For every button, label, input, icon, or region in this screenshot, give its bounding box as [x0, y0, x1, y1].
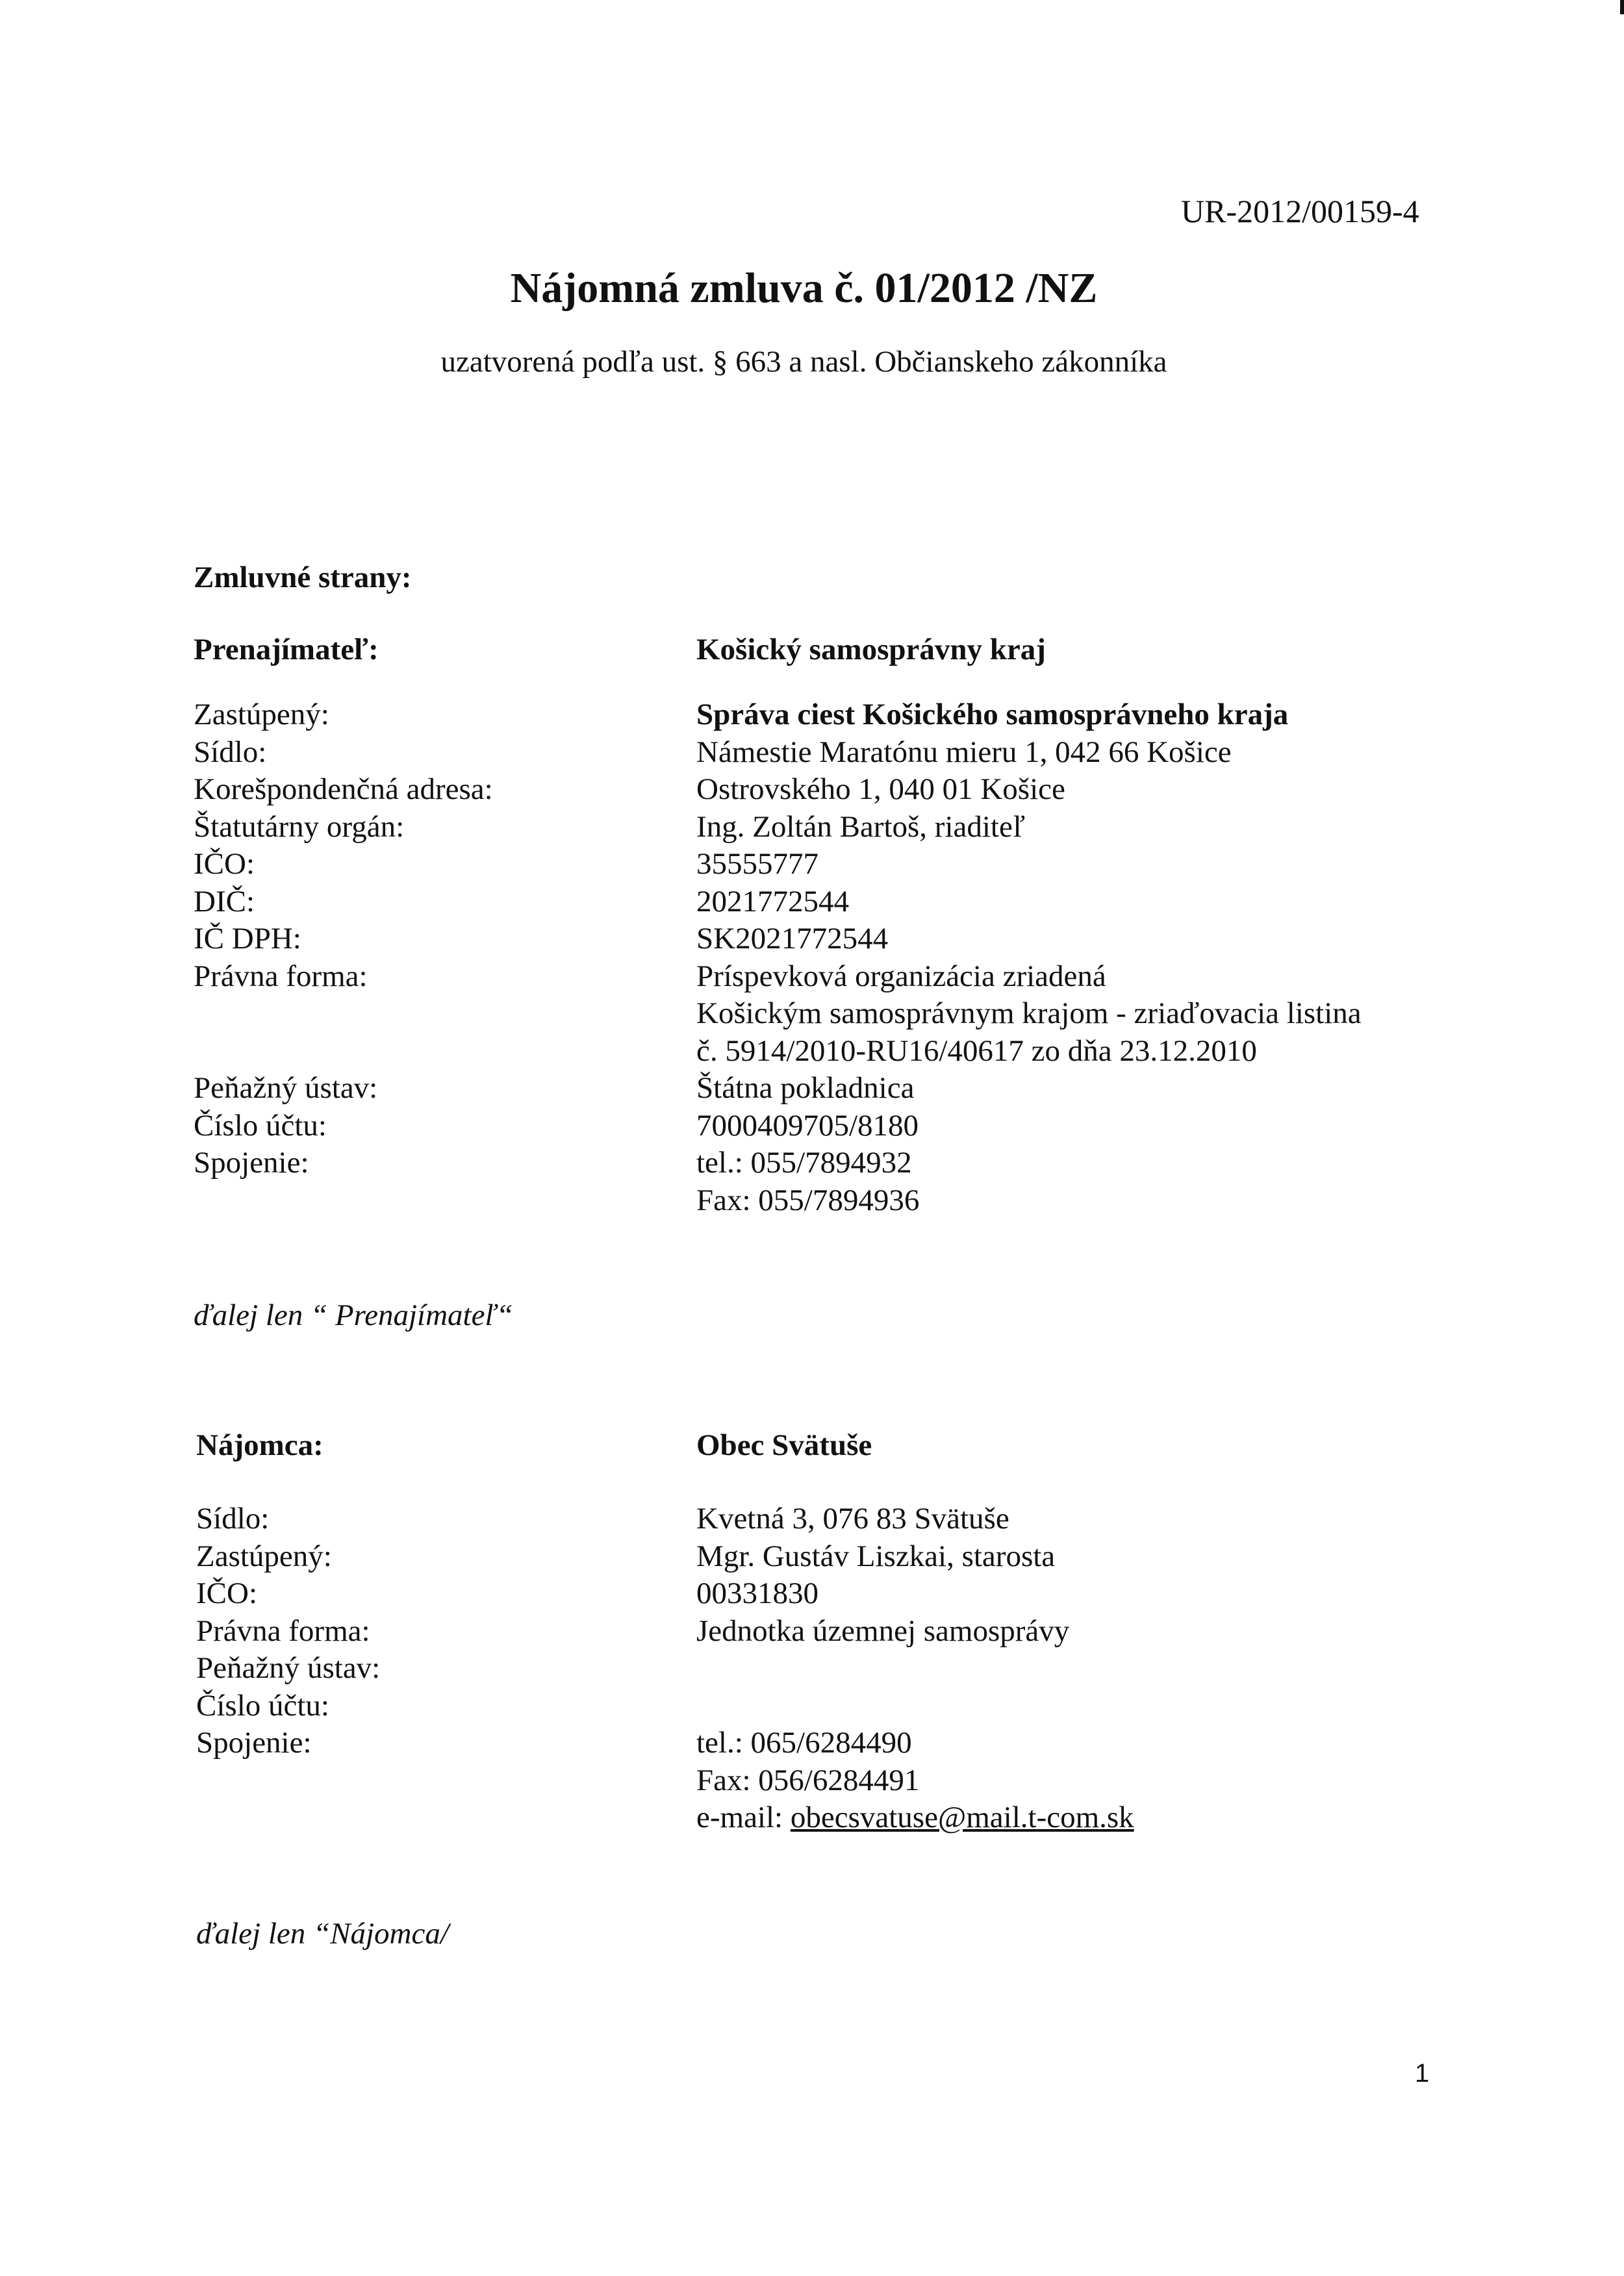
- landlord-label: Korešpondenčná adresa:: [194, 772, 493, 806]
- tenant-value: [696, 1650, 1134, 1688]
- document-subtitle: uzatvorená podľa ust. § 663 a nasl. Občianskeho zákonníka: [440, 345, 1167, 379]
- tenant-heading: Nájomca:: [196, 1428, 324, 1462]
- landlord-value: Námestie Maratónu mieru 1, 042 66 Košice: [696, 735, 1232, 769]
- scan-edge-mark: [1620, 0, 1624, 14]
- tenant-email-row: [696, 1799, 1134, 1837]
- landlord-label: Zastúpený:: [194, 698, 329, 731]
- tenant-value: 00331830: [696, 1576, 818, 1610]
- tenant-further-called: ďalej len “Nájomca/: [196, 1917, 449, 1951]
- tenant-values: [696, 1500, 1134, 1837]
- landlord-value: tel.: 055/7894932: [696, 1146, 912, 1180]
- tenant-email-link[interactable]: obecsvatuse@mail.t-com.sk: [790, 1801, 1134, 1834]
- landlord-label: Spojenie:: [194, 1146, 309, 1180]
- tenant-email-label: e-mail:: [696, 1801, 783, 1834]
- landlord-heading: Prenajímateľ:: [194, 633, 379, 666]
- tenant-value: [696, 1688, 1134, 1725]
- landlord-label: [194, 1033, 493, 1070]
- tenant-label: Sídlo:: [196, 1502, 270, 1536]
- landlord-further-called: ďalej len “ Prenajímateľ“: [194, 1298, 513, 1332]
- landlord-label: IČ DPH:: [194, 922, 301, 955]
- tenant-value: Jednotka územnej samosprávy: [696, 1613, 1070, 1648]
- tenant-labels: [196, 1500, 380, 1762]
- landlord-name: Košický samosprávny kraj: [696, 633, 1046, 666]
- landlord-value: Štátna pokladnica: [696, 1071, 915, 1105]
- tenant-label: Zastúpený:: [196, 1539, 332, 1573]
- document-reference: UR-2012/00159-4: [1181, 193, 1419, 229]
- landlord-label: Peňažný ústav:: [194, 1071, 378, 1105]
- landlord-represented-by: Správa ciest Košického samosprávneho kraja: [696, 698, 1289, 731]
- landlord-labels: [194, 696, 493, 1182]
- landlord-value: 35555777: [696, 847, 818, 881]
- landlord-value: Fax: 055/7894936: [696, 1183, 920, 1217]
- tenant-label: Peňažný ústav:: [196, 1651, 381, 1685]
- landlord-value: Ing. Zoltán Bartoš, riaditeľ: [696, 809, 1025, 844]
- landlord-value: č. 5914/2010-RU16/40617 zo dňa 23.12.2010: [696, 1033, 1257, 1068]
- landlord-value: 2021772544: [696, 884, 849, 918]
- page-number: 1: [1415, 2059, 1430, 2088]
- landlord-label: [194, 995, 493, 1033]
- document-title: Nájomná zmluva č. 01/2012 /NZ: [510, 264, 1098, 312]
- landlord-label: Sídlo:: [194, 735, 267, 769]
- landlord-value: Príspevková organizácia zriadená: [696, 959, 1106, 993]
- tenant-label: Právna forma:: [196, 1613, 370, 1648]
- tenant-label: IČO:: [196, 1576, 257, 1610]
- tenant-value: Mgr. Gustáv Liszkai, starosta: [696, 1539, 1056, 1573]
- landlord-label: DIČ:: [194, 884, 255, 918]
- landlord-label: Štatutárny orgán:: [194, 809, 405, 844]
- tenant-label: Spojenie:: [196, 1726, 312, 1760]
- landlord-value: Ostrovského 1, 040 01 Košice: [696, 772, 1065, 806]
- landlord-value: 7000409705/8180: [696, 1108, 919, 1143]
- landlord-label: Právna forma:: [194, 959, 368, 993]
- landlord-label: Číslo účtu:: [194, 1108, 327, 1143]
- tenant-label: Číslo účtu:: [196, 1688, 329, 1723]
- landlord-value: Košickým samosprávnym krajom - zriaďovacia listina: [696, 996, 1362, 1030]
- landlord-values: [696, 696, 1362, 1219]
- parties-heading: Zmluvné strany:: [194, 561, 412, 594]
- landlord-label: IČO:: [194, 847, 255, 881]
- tenant-value: Kvetná 3, 076 83 Svätuše: [696, 1502, 1009, 1536]
- tenant-value: tel.: 065/6284490: [696, 1726, 912, 1760]
- tenant-name: Obec Svätuše: [696, 1428, 872, 1462]
- tenant-value: Fax: 056/6284491: [696, 1763, 920, 1797]
- landlord-value: SK2021772544: [696, 922, 889, 955]
